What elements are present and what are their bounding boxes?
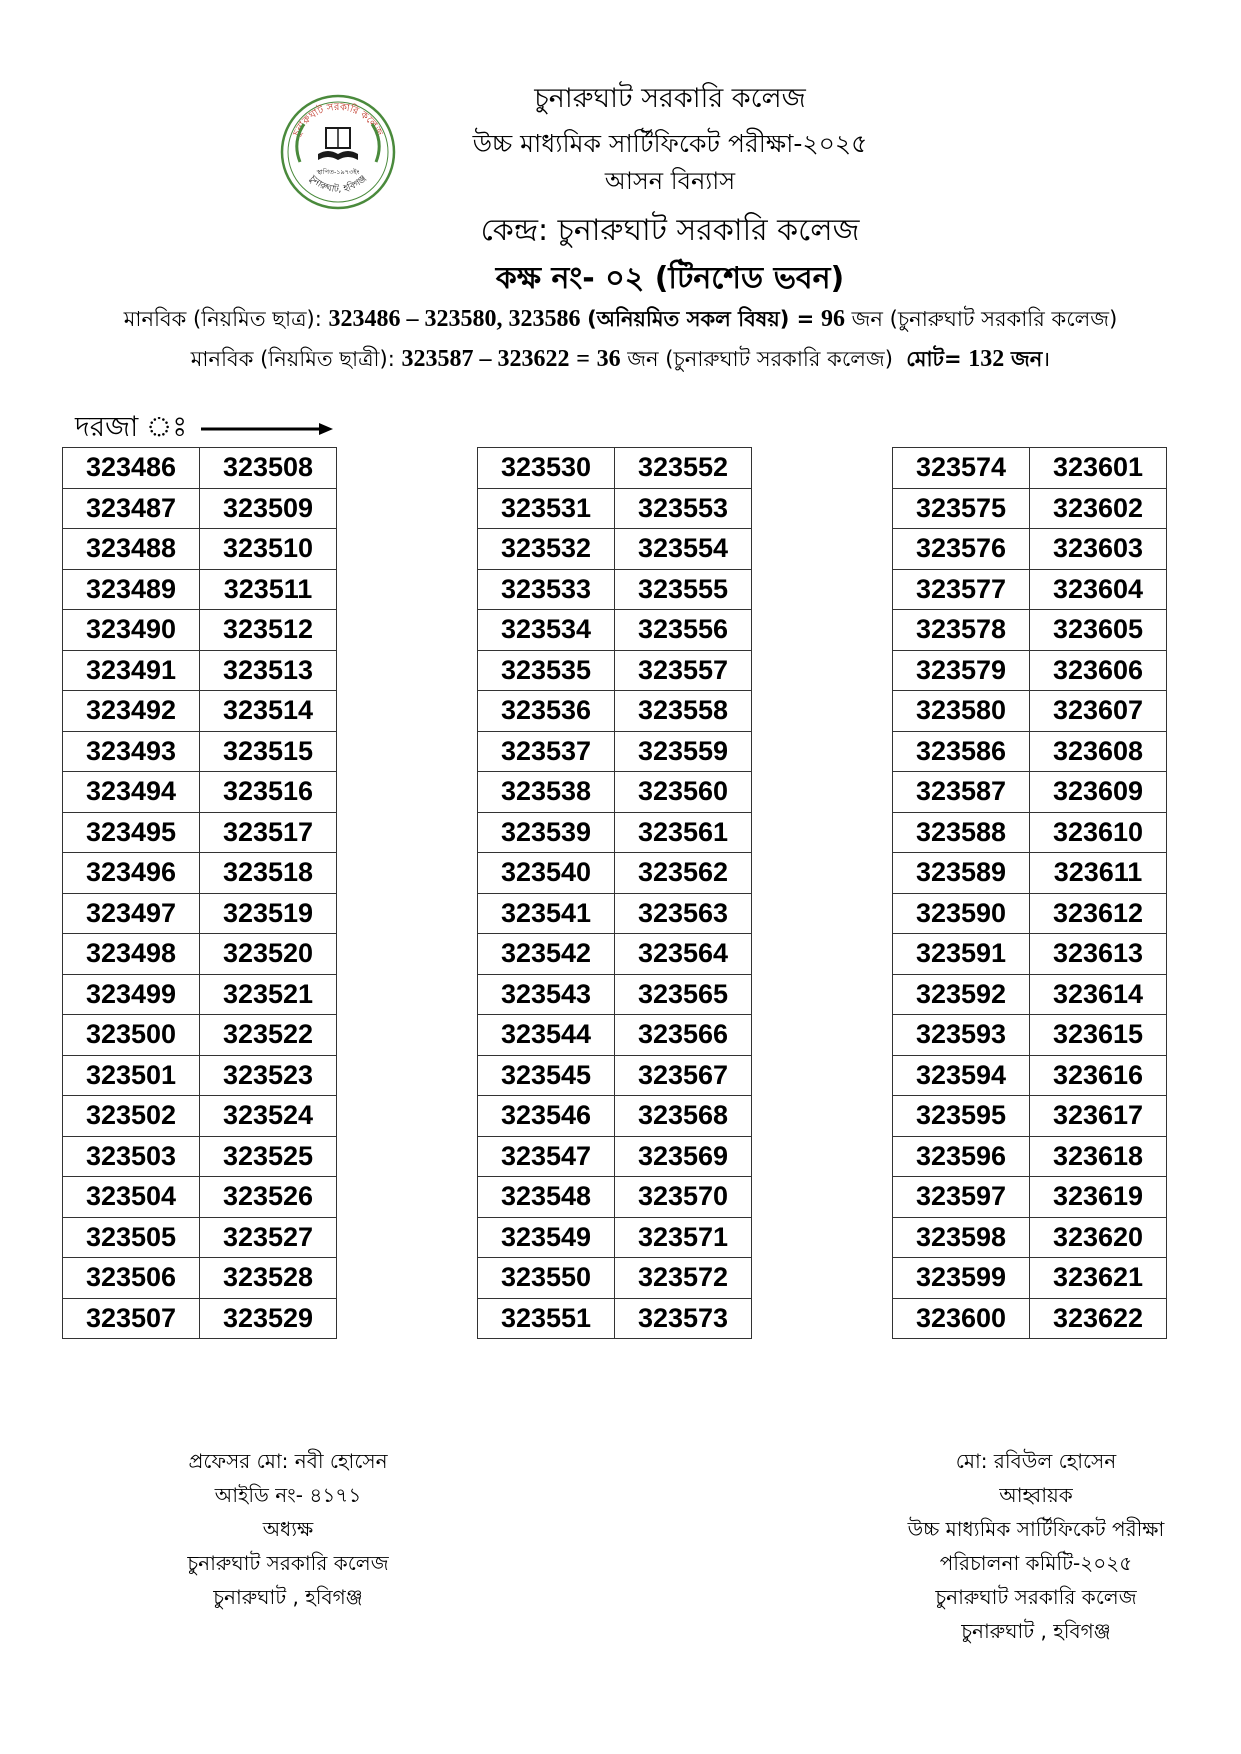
info1-count: 96 [820,306,845,332]
roll-number-cell: 323606 [1030,650,1167,691]
roll-number-cell: 323548 [478,1177,615,1218]
table-row [893,1096,1167,1137]
roll-number-cell: 323610 [1030,812,1167,853]
roll-number-cell: 323510 [200,529,337,570]
roll-number-cell: 323503 [63,1136,200,1177]
table-row [893,772,1167,813]
signature-line: মো: রবিউল হোসেন [955,1449,1117,1473]
logo-bottom-text: চুনারুঘাট, হবিগঞ্জ [307,173,369,195]
table-row [478,812,752,853]
roll-number-cell: 323495 [63,812,200,853]
roll-number-cell: 323502 [63,1096,200,1137]
roll-number-cell: 323556 [615,610,752,651]
total-unit: জন [1010,347,1043,371]
roll-number-cell: 323535 [478,650,615,691]
roll-number-cell: 323492 [63,691,200,732]
signature-line: চুনারুঘাট সরকারি কলেজ [187,1551,389,1575]
logo-established-text: স্থাপিত-১৯৭৩ইং [316,168,360,176]
table-row [63,1258,337,1299]
roll-number-cell: 323618 [1030,1136,1167,1177]
roll-number-cell: 323574 [893,448,1030,489]
roll-number-cell: 323592 [893,974,1030,1015]
signature-line: চুনারুঘাট , হবিগঞ্জ [961,1619,1111,1643]
table-row [893,650,1167,691]
roll-number-cell: 323564 [615,934,752,975]
table-row [893,1217,1167,1258]
roll-number-cell: 323616 [1030,1055,1167,1096]
college-name: চুনারুঘাট সরকারি কলেজ [534,83,806,114]
table-row [63,731,337,772]
info2-count: 36 [596,346,621,372]
roll-number-cell: 323489 [63,569,200,610]
roll-number-cell: 323524 [200,1096,337,1137]
signature-line: আইডি নং- ৪১৭১ [214,1483,362,1507]
table-row [478,974,752,1015]
arrow-right-icon [201,421,333,437]
table-row [893,893,1167,934]
roll-number-cell: 323491 [63,650,200,691]
roll-number-cell: 323557 [615,650,752,691]
info-line-regular-female [0,343,1241,378]
roll-number-cell: 323598 [893,1217,1030,1258]
table-row [478,488,752,529]
roll-number-cell: 323523 [200,1055,337,1096]
table-row [893,1136,1167,1177]
roll-number-cell: 323501 [63,1055,200,1096]
roll-number-cell: 323487 [63,488,200,529]
info1-prefix: মানবিক (নিয়মিত ছাত্র): [123,307,322,331]
roll-number-cell: 323493 [63,731,200,772]
info2-suffix: জন (চুনারুঘাট সরকারি কলেজ) [627,347,893,371]
roll-number-cell: 323604 [1030,569,1167,610]
roll-number-cell: 323504 [63,1177,200,1218]
roll-number-cell: 323519 [200,893,337,934]
roll-number-cell: 323602 [1030,488,1167,529]
roll-number-cell: 323603 [1030,529,1167,570]
roll-number-cell: 323518 [200,853,337,894]
table-row [478,1055,752,1096]
table-row [893,1015,1167,1056]
table-row [893,569,1167,610]
roll-number-cell: 323494 [63,772,200,813]
roll-number-cell: 323563 [615,893,752,934]
table-row [478,610,752,651]
roll-number-cell: 323586 [893,731,1030,772]
roll-number-cell: 323517 [200,812,337,853]
roll-number-cell: 323615 [1030,1015,1167,1056]
room-number: ০২ [605,261,645,296]
roll-number-cell: 323568 [615,1096,752,1137]
roll-number-cell: 323531 [478,488,615,529]
roll-number-cell: 323571 [615,1217,752,1258]
table-row [893,731,1167,772]
table-row [63,569,337,610]
roll-number-cell: 323509 [200,488,337,529]
door-label: দরজা ঃ [75,410,188,443]
roll-number-cell: 323570 [615,1177,752,1218]
roll-number-cell: 323580 [893,691,1030,732]
door-indicator [75,405,333,452]
signature-line: চুনারুঘাট সরকারি কলেজ [935,1585,1137,1609]
roll-number-cell: 323621 [1030,1258,1167,1299]
roll-number-cell: 323522 [200,1015,337,1056]
roll-number-cell: 323499 [63,974,200,1015]
roll-number-cell: 323527 [200,1217,337,1258]
roll-number-cell: 323521 [200,974,337,1015]
signature-line: অধ্যক্ষ [262,1517,314,1541]
roll-number-cell: 323596 [893,1136,1030,1177]
roll-number-cell: 323594 [893,1055,1030,1096]
roll-number-cell: 323513 [200,650,337,691]
roll-number-cell: 323525 [200,1136,337,1177]
roll-number-cell: 323506 [63,1258,200,1299]
exam-centre: কেন্দ্র: চুনারুঘাট সরকারি কলেজ [480,213,860,248]
roll-number-cell: 323549 [478,1217,615,1258]
table-row [63,1177,337,1218]
table-row [63,893,337,934]
table-row [478,1298,752,1339]
table-row [893,529,1167,570]
roll-number-cell: 323555 [615,569,752,610]
info1-range: 323486 – 323580, 323586 [328,306,581,332]
table-row [63,1136,337,1177]
table-row [478,569,752,610]
roll-number-cell: 323577 [893,569,1030,610]
table-row [63,529,337,570]
roll-number-cell: 323601 [1030,448,1167,489]
roll-number-cell: 323561 [615,812,752,853]
roll-number-cell: 323562 [615,853,752,894]
roll-number-cell: 323553 [615,488,752,529]
table-row [893,974,1167,1015]
roll-number-cell: 323579 [893,650,1030,691]
roll-number-cell: 323572 [615,1258,752,1299]
roll-number-cell: 323595 [893,1096,1030,1137]
roll-number-cell: 323551 [478,1298,615,1339]
roll-number-cell: 323515 [200,731,337,772]
roll-number-cell: 323576 [893,529,1030,570]
table-row [478,934,752,975]
table-row [63,812,337,853]
table-row [63,1298,337,1339]
table-row [63,853,337,894]
roll-number-cell: 323537 [478,731,615,772]
roll-number-cell: 323578 [893,610,1030,651]
table-row [478,731,752,772]
roll-number-cell: 323552 [615,448,752,489]
roll-number-cell: 323541 [478,893,615,934]
table-row [63,974,337,1015]
seat-grid-2 [477,447,752,1339]
roll-number-cell: 323544 [478,1015,615,1056]
table-row [63,610,337,651]
seat-grid-1 [62,447,337,1339]
roll-number-cell: 323546 [478,1096,615,1137]
room-building: (টিনশেড ভবন) [654,261,845,296]
table-row [893,934,1167,975]
roll-number-cell: 323516 [200,772,337,813]
roll-number-cell: 323613 [1030,934,1167,975]
roll-number-cell: 323560 [615,772,752,813]
seat-grid-3 [892,447,1167,1339]
table-row [63,934,337,975]
table-row [893,448,1167,489]
roll-number-cell: 323528 [200,1258,337,1299]
table-row [478,1217,752,1258]
roll-number-cell: 323558 [615,691,752,732]
exam-title: উচ্চ মাধ্যমিক সার্টিফিকেট পরীক্ষা-২০২৫ [472,129,868,158]
table-row [478,691,752,732]
info2-range: 323587 – 323622 [401,346,570,372]
roll-number-cell: 323508 [200,448,337,489]
table-row [63,1217,337,1258]
table-row [893,812,1167,853]
info1-mid: (অনিয়মিত সকল বিষয়) = [587,307,815,331]
roll-number-cell: 323575 [893,488,1030,529]
table-row [478,1258,752,1299]
roll-number-cell: 323611 [1030,853,1167,894]
roll-number-cell: 323573 [615,1298,752,1339]
roll-number-cell: 323488 [63,529,200,570]
roll-number-cell: 323545 [478,1055,615,1096]
roll-number-cell: 323512 [200,610,337,651]
table-row [63,772,337,813]
table-row [63,1015,337,1056]
roll-number-cell: 323497 [63,893,200,934]
roll-number-cell: 323486 [63,448,200,489]
roll-number-cell: 323559 [615,731,752,772]
room-label: কক্ষ নং- [495,261,595,296]
table-row [893,1258,1167,1299]
table-row [478,893,752,934]
table-row [478,1096,752,1137]
roll-number-cell: 323490 [63,610,200,651]
roll-number-cell: 323530 [478,448,615,489]
signature-line: পরিচালনা কমিটি-২০২৫ [939,1551,1133,1575]
total-count: 132 [968,346,1005,372]
roll-number-cell: 323496 [63,853,200,894]
roll-number-cell: 323597 [893,1177,1030,1218]
roll-number-cell: 323511 [200,569,337,610]
roll-number-cell: 323536 [478,691,615,732]
roll-number-cell: 323540 [478,853,615,894]
roll-number-cell: 323609 [1030,772,1167,813]
table-row [63,1096,337,1137]
table-row [893,488,1167,529]
roll-number-cell: 323543 [478,974,615,1015]
roll-number-cell: 323566 [615,1015,752,1056]
seat-plan-title: আসন বিন্যাস [604,167,736,195]
roll-number-cell: 323514 [200,691,337,732]
table-row [478,1177,752,1218]
signature-line: আহ্বায়ক [999,1483,1073,1507]
table-row [893,691,1167,732]
signature-line: প্রফেসর মো: নবী হোসেন [188,1449,388,1473]
roll-number-cell: 323498 [63,934,200,975]
room-heading [320,254,1020,305]
roll-number-cell: 323538 [478,772,615,813]
signature-convener [826,1444,1241,1648]
signature-line: উচ্চ মাধ্যমিক সার্টিফিকেট পরীক্ষা [907,1517,1165,1541]
table-row [478,448,752,489]
table-row [63,650,337,691]
logo-top-text: চুনারুঘাট সরকারি কলেজ [291,101,385,139]
table-row [63,1055,337,1096]
roll-number-cell: 323600 [893,1298,1030,1339]
roll-number-cell: 323547 [478,1136,615,1177]
roll-number-cell: 323587 [893,772,1030,813]
roll-number-cell: 323554 [615,529,752,570]
roll-number-cell: 323608 [1030,731,1167,772]
info1-suffix: জন (চুনারুঘাট সরকারি কলেজ) [851,307,1118,331]
signature-principal [78,1444,498,1614]
table-row [893,1298,1167,1339]
roll-number-cell: 323505 [63,1217,200,1258]
roll-number-cell: 323542 [478,934,615,975]
roll-number-cell: 323526 [200,1177,337,1218]
roll-number-cell: 323599 [893,1258,1030,1299]
table-row [478,772,752,813]
table-row [893,610,1167,651]
table-row [63,448,337,489]
roll-number-cell: 323614 [1030,974,1167,1015]
table-row [63,691,337,732]
roll-number-cell: 323591 [893,934,1030,975]
signature-line: চুনারুঘাট , হবিগঞ্জ [213,1585,363,1609]
roll-number-cell: 323620 [1030,1217,1167,1258]
table-row [893,1177,1167,1218]
roll-number-cell: 323565 [615,974,752,1015]
roll-number-cell: 323550 [478,1258,615,1299]
roll-number-cell: 323605 [1030,610,1167,651]
roll-number-cell: 323588 [893,812,1030,853]
roll-number-cell: 323569 [615,1136,752,1177]
roll-number-cell: 323520 [200,934,337,975]
roll-number-cell: 323500 [63,1015,200,1056]
roll-number-cell: 323589 [893,853,1030,894]
table-row [478,529,752,570]
table-row [893,1055,1167,1096]
table-row [63,488,337,529]
roll-number-cell: 323533 [478,569,615,610]
roll-number-cell: 323607 [1030,691,1167,732]
info2-prefix: মানবিক (নিয়মিত ছাত্রী): [190,347,395,371]
table-row [478,853,752,894]
roll-number-cell: 323617 [1030,1096,1167,1137]
roll-number-cell: 323612 [1030,893,1167,934]
roll-number-cell: 323622 [1030,1298,1167,1339]
roll-number-cell: 323593 [893,1015,1030,1056]
total-label: মোট= [906,347,962,371]
info-line-regular-male [0,303,1241,338]
roll-number-cell: 323529 [200,1298,337,1339]
end-mark: । [1042,347,1051,371]
roll-number-cell: 323532 [478,529,615,570]
info2-eq: = [576,346,590,372]
roll-number-cell: 323534 [478,610,615,651]
table-row [478,1015,752,1056]
roll-number-cell: 323539 [478,812,615,853]
roll-number-cell: 323507 [63,1298,200,1339]
roll-number-cell: 323619 [1030,1177,1167,1218]
roll-number-cell: 323590 [893,893,1030,934]
table-row [478,1136,752,1177]
table-row [478,650,752,691]
table-row [893,853,1167,894]
roll-number-cell: 323567 [615,1055,752,1096]
